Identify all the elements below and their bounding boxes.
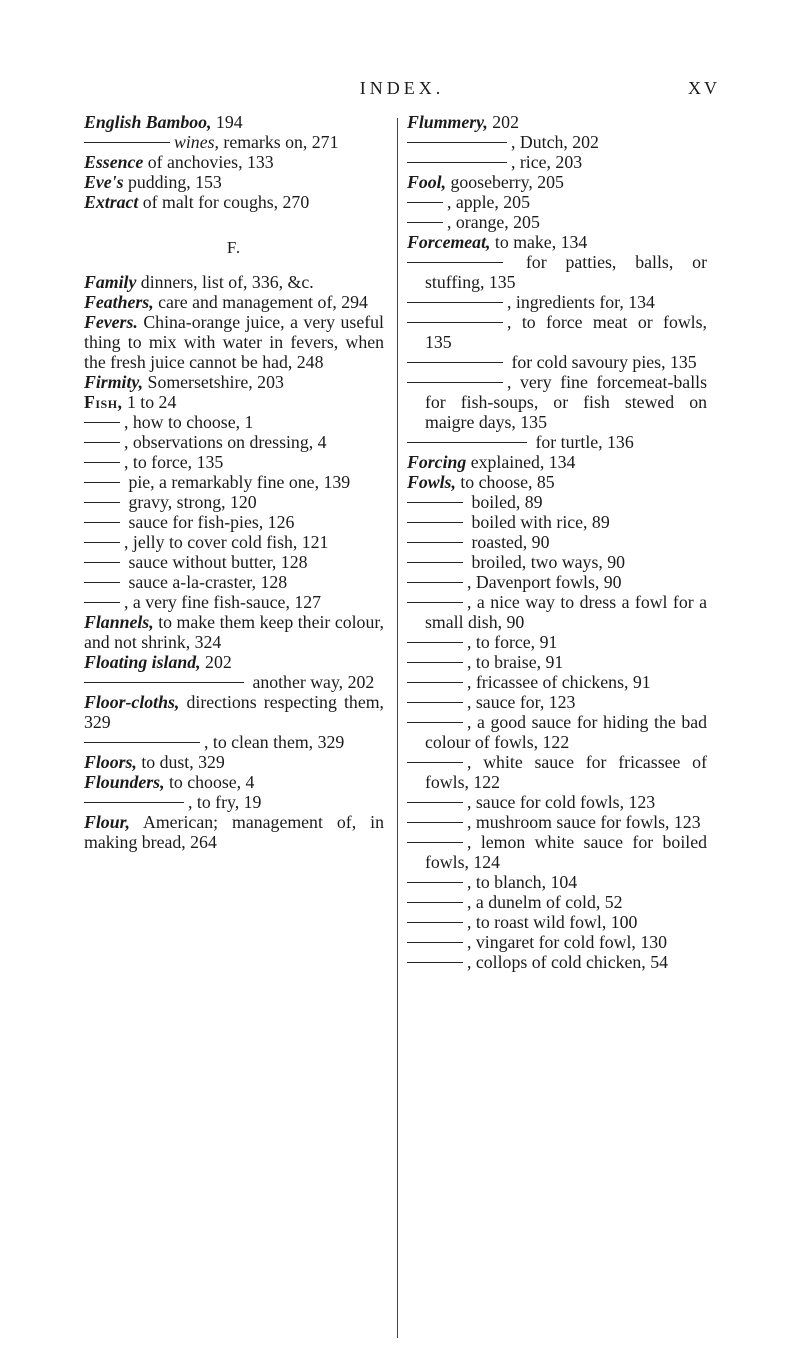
index-subentry: [407, 372, 707, 432]
entry-text: another way, 202: [248, 672, 375, 692]
index-entry: [84, 372, 384, 392]
entry-text: , to roast wild fowl, 100: [467, 912, 638, 932]
entry-text: gravy, strong, 120: [124, 492, 257, 512]
index-subentry: [84, 592, 384, 612]
entry-text: , ingredients for, 134: [507, 292, 655, 312]
entry-text: pie, a remarkably fine one, 139: [124, 472, 351, 492]
entry-text: , to force meat or fowls, 135: [425, 312, 707, 352]
entry-heading: Flannels,: [84, 612, 154, 632]
index-column-right: [407, 112, 707, 972]
index-subentry: [84, 512, 384, 532]
entry-text: , a nice way to dress a fowl for a small dish, 90: [425, 592, 707, 632]
entry-heading: English Bamboo,: [84, 112, 212, 132]
entry-heading: Floating island,: [84, 652, 201, 672]
entry-heading: Floors,: [84, 752, 137, 772]
ditto-dash: [84, 602, 120, 603]
entry-heading: Fish,: [84, 392, 123, 412]
entry-text: , to clean them, 329: [204, 732, 345, 752]
ditto-dash: [84, 502, 120, 503]
entry-text: American; management of, in making bread, 264: [84, 812, 384, 852]
ditto-dash: [407, 882, 463, 883]
index-subentry: [407, 152, 707, 172]
entry-text: , rice, 203: [511, 152, 583, 172]
entry-text: , to fry, 19: [188, 792, 262, 812]
entry-heading: Forcemeat,: [407, 232, 491, 252]
entry-text: gooseberry, 205: [446, 172, 564, 192]
index-subentry: [407, 292, 707, 312]
index-entry: [84, 172, 384, 192]
entry-text: care and management of, 294: [153, 292, 368, 312]
entry-text: , Davenport fowls, 90: [467, 572, 622, 592]
entry-heading: Extract: [84, 192, 139, 212]
index-subentry: [407, 672, 707, 692]
index-subentry: [84, 572, 384, 592]
index-subentry: [407, 792, 707, 812]
ditto-dash: [407, 942, 463, 943]
entry-text: to make, 134: [490, 232, 588, 252]
ditto-dash: [407, 362, 503, 363]
ditto-dash: [407, 722, 463, 723]
index-entry: [84, 612, 384, 652]
entry-heading: Family: [84, 272, 137, 292]
entry-text: , a dunelm of cold, 52: [467, 892, 623, 912]
index-subentry: [407, 872, 707, 892]
index-subentry: [84, 552, 384, 572]
ditto-dash: [407, 302, 503, 303]
entry-text: directions respecting them, 329: [84, 692, 384, 732]
ditto-dash: [84, 462, 120, 463]
entry-text: , to force, 91: [467, 632, 558, 652]
entry-text: to make them keep their colour, and not shrink, 324: [84, 612, 384, 652]
entry-text: , lemon white sauce for boiled fowls, 124: [425, 832, 707, 872]
entry-italic: wines,: [174, 132, 219, 152]
index-subentry: [407, 632, 707, 652]
ditto-dash: [407, 962, 463, 963]
ditto-dash: [84, 742, 200, 743]
index-entry: [84, 692, 384, 732]
index-column-left: [84, 112, 384, 852]
ditto-dash: [407, 802, 463, 803]
entry-text: for cold savoury pies, 135: [507, 352, 697, 372]
ditto-dash: [407, 222, 443, 223]
index-entry: [84, 752, 384, 772]
entry-text: , vingaret for cold fowl, 130: [467, 932, 667, 952]
index-entry: [84, 152, 384, 172]
entry-text: , mushroom sauce for fowls, 123: [467, 812, 701, 832]
entry-text: broiled, two ways, 90: [467, 552, 626, 572]
ditto-dash: [407, 582, 463, 583]
entry-heading: Eve's: [84, 172, 124, 192]
entry-text: , a very fine fish-sauce, 127: [124, 592, 322, 612]
entry-heading: Forcing: [407, 452, 467, 472]
column-divider: [397, 118, 398, 1338]
index-subentry: [407, 912, 707, 932]
index-subentry: [84, 532, 384, 552]
index-subentry: [407, 192, 707, 212]
index-subentry: [84, 672, 384, 692]
ditto-dash: [84, 422, 120, 423]
ditto-dash: [84, 802, 184, 803]
index-subentry: [407, 652, 707, 672]
entry-text: , sauce for cold fowls, 123: [467, 792, 656, 812]
entry-text: , orange, 205: [447, 212, 540, 232]
section-letter: F.: [226, 238, 242, 257]
entry-heading: Flour,: [84, 812, 130, 832]
entry-text: , very fine forcemeat-balls for fish-soups, or fish stewed on maigre days, 135: [425, 372, 707, 432]
index-subentry: [407, 212, 707, 232]
entry-text: Somersetshire, 203: [143, 372, 284, 392]
ditto-dash: [84, 522, 120, 523]
index-subentry: [407, 512, 707, 532]
index-subentry: [407, 712, 707, 752]
entry-text: , sauce for, 123: [467, 692, 576, 712]
index-subentry: [407, 252, 707, 292]
ditto-dash: [84, 442, 120, 443]
ditto-dash: [407, 142, 507, 143]
entry-text: for turtle, 136: [531, 432, 634, 452]
entry-heading: Essence: [84, 152, 144, 172]
page-title: INDEX.: [359, 78, 445, 98]
entry-text: , collops of cold chicken, 54: [467, 952, 668, 972]
ditto-dash: [407, 162, 507, 163]
ditto-dash: [407, 502, 463, 503]
entry-text: , a good sauce for hiding the bad colour of fowls, 122: [425, 712, 707, 752]
entry-text: China-orange juice, a very useful thing to mix with water in fevers, when the fresh juice cannot be had, 248: [84, 312, 384, 372]
index-subentry: [407, 952, 707, 972]
index-subentry: [84, 412, 384, 432]
entry-heading: Firmity,: [84, 372, 144, 392]
index-subentry: [407, 132, 707, 152]
index-subentry: [84, 732, 384, 752]
index-subentry: [407, 832, 707, 872]
entry-text: sauce a-la-craster, 128: [124, 572, 288, 592]
ditto-dash: [84, 542, 120, 543]
entry-text: 202: [200, 652, 232, 672]
index-entry: [84, 772, 384, 792]
entry-text: explained, 134: [466, 452, 576, 472]
page-header: [84, 78, 720, 102]
ditto-dash: [407, 382, 503, 383]
entry-text: 194: [211, 112, 243, 132]
index-entry: [407, 472, 707, 492]
index-entry: [84, 392, 384, 412]
entry-text: 202: [487, 112, 519, 132]
index-subentry: [84, 452, 384, 472]
ditto-dash: [407, 922, 463, 923]
index-subentry: [407, 492, 707, 512]
ditto-dash: [84, 482, 120, 483]
index-entry: [84, 192, 384, 212]
index-entry: [407, 232, 707, 252]
entry-text: , to force, 135: [124, 452, 224, 472]
ditto-dash: [407, 602, 463, 603]
ditto-dash: [407, 542, 463, 543]
index-subentry: [407, 932, 707, 952]
index-entry: [407, 172, 707, 192]
ditto-dash: [407, 322, 503, 323]
ditto-dash: [407, 442, 527, 443]
entry-text: sauce for fish-pies, 126: [124, 512, 295, 532]
ditto-dash: [407, 202, 443, 203]
entry-text: , fricassee of chickens, 91: [467, 672, 651, 692]
entry-text: , apple, 205: [447, 192, 530, 212]
index-subentry: [407, 572, 707, 592]
entry-text: , jelly to cover cold fish, 121: [124, 532, 329, 552]
ditto-dash: [407, 702, 463, 703]
ditto-dash: [407, 562, 463, 563]
entry-text: , to blanch, 104: [467, 872, 578, 892]
ditto-dash: [407, 662, 463, 663]
entry-text: dinners, list of, 336, &c.: [136, 272, 314, 292]
ditto-dash: [84, 142, 170, 143]
entry-text: 1 to 24: [122, 392, 177, 412]
index-subentry: [84, 472, 384, 492]
entry-heading: Fowls,: [407, 472, 456, 492]
index-subentry: [84, 792, 384, 812]
entry-text: , Dutch, 202: [511, 132, 599, 152]
entry-text: of anchovies, 133: [143, 152, 274, 172]
ditto-dash: [84, 582, 120, 583]
ditto-dash: [407, 842, 463, 843]
index-subentry: [84, 132, 384, 152]
index-entry: [84, 272, 384, 292]
ditto-dash: [84, 562, 120, 563]
entry-text: , how to choose, 1: [124, 412, 254, 432]
ditto-dash: [407, 642, 463, 643]
entry-text: of malt for coughs, 270: [138, 192, 310, 212]
ditto-dash: [407, 522, 463, 523]
index-entry: [84, 292, 384, 312]
index-subentry: [84, 492, 384, 512]
index-subentry: [407, 812, 707, 832]
entry-text: pudding, 153: [123, 172, 222, 192]
entry-text: for patties, balls, or stuffing, 135: [425, 252, 707, 292]
entry-text: remarks on, 271: [218, 132, 339, 152]
index-entry: [407, 112, 707, 132]
index-entry: [84, 652, 384, 672]
index-subentry: [407, 692, 707, 712]
ditto-dash: [407, 822, 463, 823]
entry-heading: Fool,: [407, 172, 447, 192]
entry-text: to choose, 85: [455, 472, 555, 492]
entry-heading: Flounders,: [84, 772, 165, 792]
entry-text: to choose, 4: [164, 772, 255, 792]
entry-text: roasted, 90: [467, 532, 550, 552]
entry-text: , observations on dressing, 4: [124, 432, 327, 452]
entry-heading: Feathers,: [84, 292, 154, 312]
index-subentry: [407, 352, 707, 372]
index-entry: [84, 312, 384, 372]
page-number: XV: [688, 78, 720, 98]
entry-text: , white sauce for fricassee of fowls, 122: [425, 752, 707, 792]
ditto-dash: [407, 762, 463, 763]
entry-heading: Flummery,: [407, 112, 488, 132]
index-subentry: [407, 432, 707, 452]
index-subentry: [407, 312, 707, 352]
entry-text: boiled with rice, 89: [467, 512, 610, 532]
index-subentry: [407, 892, 707, 912]
entry-heading: Fevers.: [84, 312, 138, 332]
index-subentry: [407, 552, 707, 572]
index-entry: [84, 812, 384, 852]
index-subentry: [407, 592, 707, 632]
ditto-dash: [84, 682, 244, 683]
entry-text: , to braise, 91: [467, 652, 564, 672]
entry-text: sauce without butter, 128: [124, 552, 308, 572]
ditto-dash: [407, 682, 463, 683]
entry-heading: Floor-cloths,: [84, 692, 180, 712]
ditto-dash: [407, 262, 503, 263]
ditto-dash: [407, 902, 463, 903]
index-subentry: [84, 432, 384, 452]
index-subentry: [407, 752, 707, 792]
index-subentry: [407, 532, 707, 552]
index-entry: [84, 112, 384, 132]
entry-text: to dust, 329: [136, 752, 225, 772]
entry-text: boiled, 89: [467, 492, 543, 512]
index-entry: [407, 452, 707, 472]
